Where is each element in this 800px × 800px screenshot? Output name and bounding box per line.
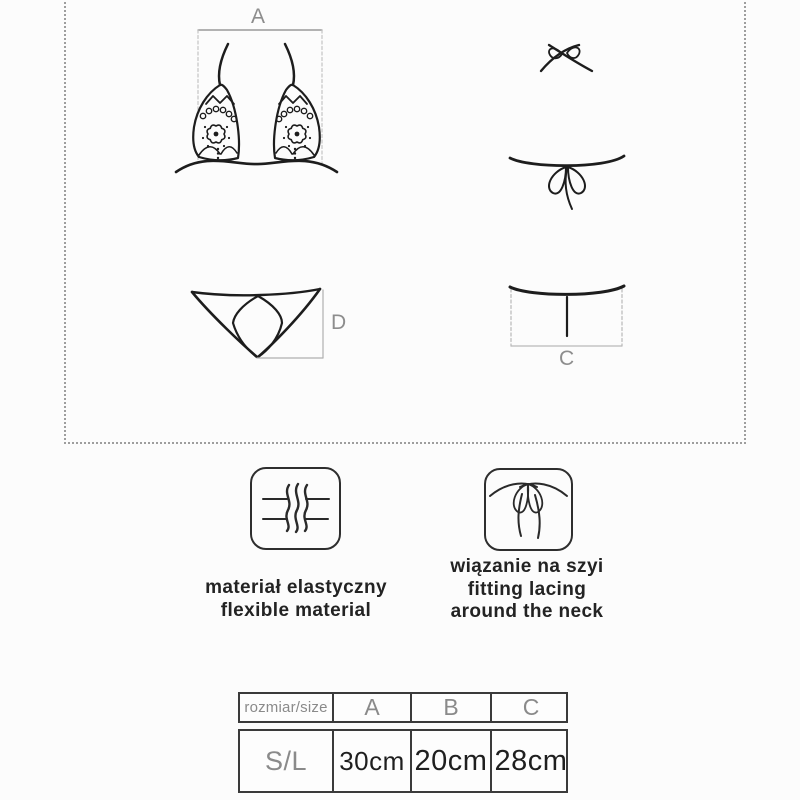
panty-front-drawing (192, 289, 323, 358)
header-cell-size: rozmiar/size (244, 699, 328, 716)
flex-wave-lines (286, 484, 307, 532)
panty-gusset-left (233, 296, 258, 357)
panty-top-edge (192, 289, 320, 295)
size-table-value-row (238, 729, 568, 793)
header-cell-b: B (410, 694, 490, 721)
right-strap-line (285, 44, 294, 85)
measure-label-a: A (251, 5, 267, 28)
size-table-header-row (238, 692, 568, 723)
flexible-material-caption (166, 577, 426, 622)
panty-right-edge (258, 289, 320, 357)
caption-line: wiązanie na szyi (450, 556, 604, 577)
panty-back-drawing (510, 286, 624, 346)
back-waistband-line (510, 286, 624, 294)
caption-line: flexible material (220, 599, 372, 621)
top-band-line (176, 161, 337, 172)
caption-line: materiał elastyczny (205, 577, 387, 598)
neck-tie-drawing (510, 45, 624, 209)
left-flower-center-dot (214, 132, 219, 137)
value-cell-c: 28cm (490, 731, 570, 791)
caption-line: fitting lacing (467, 578, 587, 600)
measure-label-c: C (559, 347, 576, 370)
caption-line: around the neck (450, 601, 604, 622)
header-cell-c: C (490, 694, 570, 721)
right-flower-center-dot (295, 132, 300, 137)
back-band-line (510, 156, 624, 166)
value-cell-b: 20cm (410, 731, 490, 791)
header-cell-a: A (332, 694, 410, 721)
neck-lacing-icon (484, 468, 573, 551)
value-cell-a: 30cm (332, 731, 410, 791)
neck-knot-loops (549, 47, 580, 58)
bikini-top-front-drawing (176, 30, 337, 172)
neck-lacing-caption (397, 556, 657, 624)
left-strap-line (219, 44, 228, 85)
measure-label-d: D (331, 311, 348, 334)
flexible-material-icon (250, 467, 341, 550)
value-cell-size: S/L (264, 745, 308, 776)
panty-gusset-right (258, 296, 282, 357)
size-table (238, 692, 568, 793)
